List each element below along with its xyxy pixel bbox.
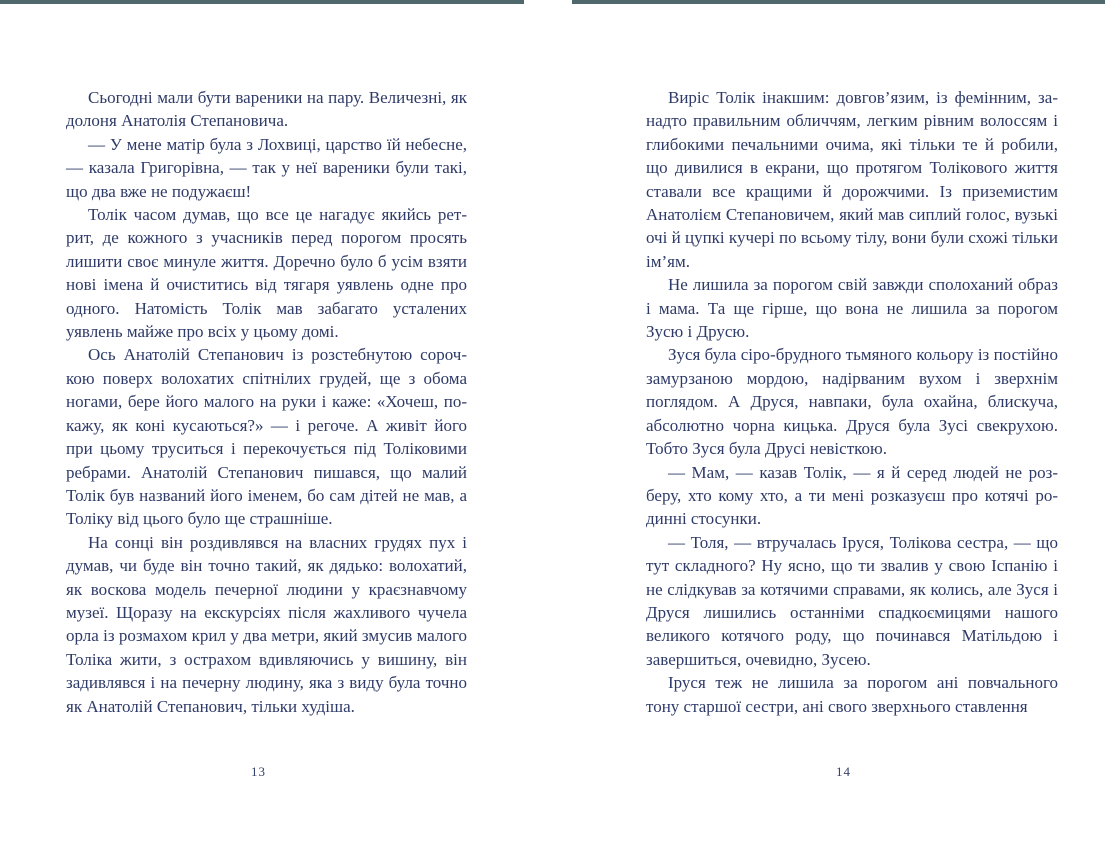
top-rule-right-page bbox=[572, 0, 1105, 4]
paragraph: — Толя, — втручалась Іруся, Толікова сестра, — що тут складного? Ну ясно, що ти звалив у свою Іспанію і не слідкував за котячими справами, як колись, але Зуся і Друся лишились останніми спадкоємицями нашого великого котячого роду, що починався Матільдою і завершиться, очевидно, Зусею. bbox=[646, 532, 1058, 669]
paragraph: Зуся була сіро-брудного тьмяного кольору із постійно замурзаною мордою, надірваним вухом і зверхнім поглядом. А Друся, навпаки, була охайна, блискуча, абсолютно чорна кицька. Друся була Зусі свекрухою. Тобто Зуся була Друсі невісткою. bbox=[646, 345, 1058, 459]
paragraph: Не лишила за порогом свій завжди сполоханий образ і мама. Та ще гірше, що вона не лишила за порогом Зусю і Друсю. bbox=[646, 275, 1058, 342]
paragraph: Ось Анатолій Степанович із розстебнутою сорочкою поверх волохатих спітнілих грудей, ще з обома ногами, бере його малого на руки і каже: «Хочеш, покажу, як коні кусаються?» — і регоче. А живіт його при цьому труситься і перекочується під Толіковими ребрами. Анатолій Степанович пишався, що малий Толік був названий його іменем, бо сам дітей не мав, а Толіку від цього було ще страшніше. bbox=[66, 345, 467, 529]
right-page-text-block bbox=[646, 86, 1058, 718]
paragraph: Сьогодні мали бути вареники на пару. Величезні, як долоня Анатолія Степановича. bbox=[66, 88, 467, 131]
right-page-number: 14 bbox=[836, 764, 851, 779]
paragraph: Толік часом думав, що все це нагадує якийсь ретрит, де кожного з учасників перед порогом просять лишити своє минуле життя. Доречно було б усім взяти нові імена й очиститись від тягаря уявлень одне про одного. Натомість Толік мав забагато усталених уявлень майже про всіх у цьому домі. bbox=[66, 205, 467, 342]
paragraph: Виріс Толік інакшим: довгов’язим, із фемінним, занадто правильним обличчям, легким рівним волоссям і глибокими печальними очима, які тільки те й робили, що дивилися в екрани, що протягом Толікового життя ставали все кращими й дорожчими. Із приземистим Анатолієм Степановичем, який мав сиплий голос, вузькі очі й цупкі кучері по всьому тілу, вони були схожі тільки ім’ям. bbox=[646, 88, 1058, 271]
top-rule-left-page bbox=[0, 0, 524, 4]
left-page-number: 13 bbox=[251, 764, 266, 779]
left-page-text-block bbox=[66, 86, 467, 718]
paragraph: — У мене матір була з Лохвиці, царство їй небесне, — казала Григорівна, — так у неї вареники були такі, що два вже не подужаєш! bbox=[66, 134, 467, 201]
paragraph: Іруся теж не лишила за порогом ані повчального тону старшої сестри, ані свого зверхнього ставлення bbox=[646, 673, 1058, 716]
paragraph: На сонці він роздивлявся на власних грудях пух і думав, чи буде він точно такий, як дядько: волохатий, як воскова модель печерної людини у краєзнавчому музеї. Щоразу на екскурсіях після жахливого чучела орла із розмахом крил у два метри, який змусив малого Толіка жити, з острахом вдивляючись у вишину, він задивлявся і на печерну людину, яка з виду була точно як Анатолій Степанович, тільки худіша. bbox=[66, 532, 467, 716]
paragraph: — Мам, — казав Толік, — я й серед людей не розберу, хто кому хто, а ти мені розказуєш про котячі родинні стосунки. bbox=[646, 462, 1058, 529]
